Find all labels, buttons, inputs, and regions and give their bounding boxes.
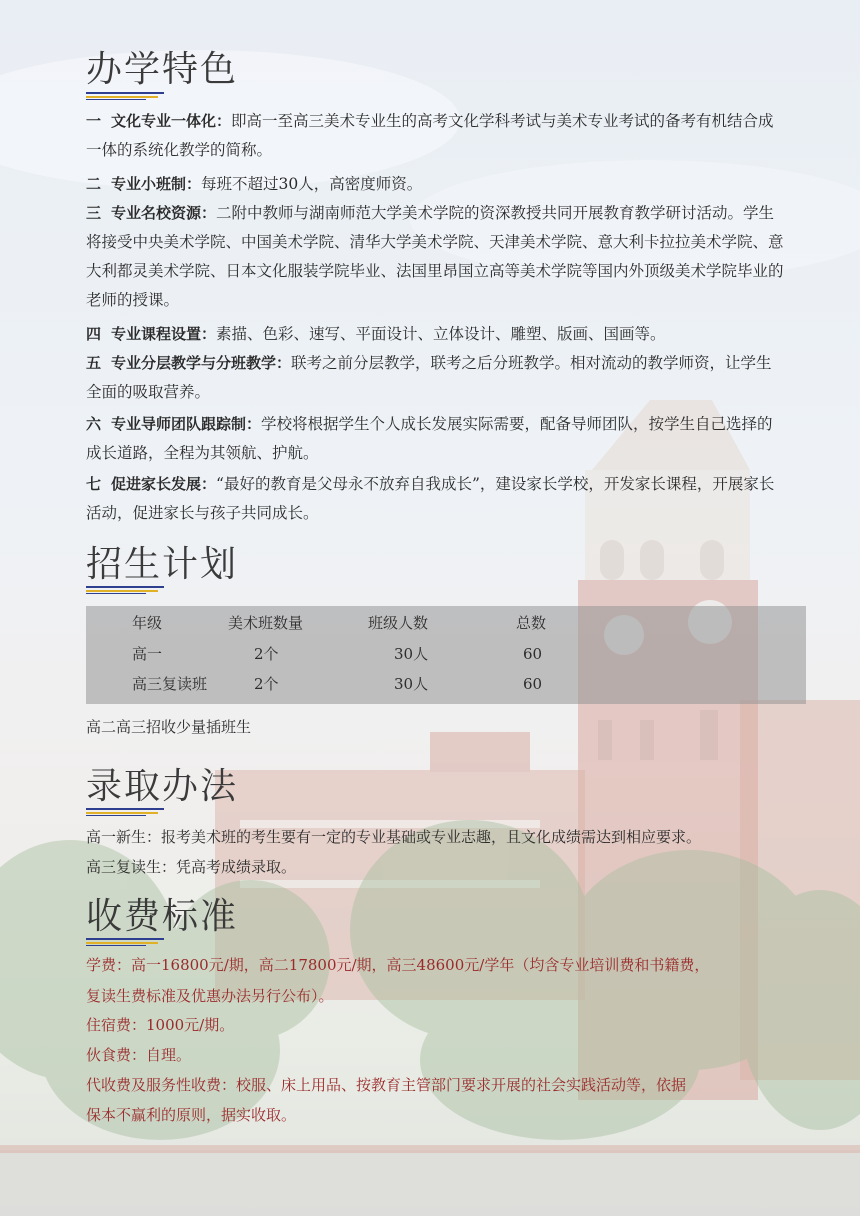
- feature-item-4: [86, 320, 786, 349]
- table-header: 班级人数: [368, 614, 429, 632]
- table-cell: 2个: [254, 675, 279, 693]
- section-title-plan: 招生计划: [86, 544, 239, 585]
- feature-number: 三: [86, 204, 102, 222]
- feature-heading: 专业小班制：: [111, 175, 202, 193]
- feature-heading: 专业名校资源：: [111, 204, 217, 222]
- table-cell: 高三复读班: [132, 675, 208, 693]
- feature-text: 二附中教师与湖南师范大学美术学院的资深教授共同开展教育教学研讨活动。学生将接受中央美术学院、中国美术学院、清华大学美术学院、天津美术学院、意大利卡拉拉美术学院、意大利都灵美术学院、日本文化服装学院毕业、法国里昂国立高等美术学院等国内外顶级美术学院毕业的老师的授课。: [86, 204, 784, 309]
- feature-number: 六: [86, 415, 102, 433]
- table-cell: 60: [523, 645, 543, 663]
- table-header: 美术班数量: [228, 614, 304, 632]
- fee-line: 伙食费：自理。: [86, 1046, 192, 1064]
- table-header: 年级: [132, 614, 163, 632]
- table-cell: 2个: [254, 645, 279, 663]
- fee-line: 保本不赢利的原则，据实收取。: [86, 1106, 297, 1124]
- feature-number: 四: [86, 325, 102, 343]
- fee-line: 代收费及服务性收费：校服、床上用品、按教育主管部门要求开展的社会实践活动等，依据: [86, 1076, 687, 1094]
- section-title-fees: 收费标准: [86, 896, 239, 937]
- table-cell: 高一: [132, 645, 163, 663]
- feature-number: 二: [86, 175, 102, 193]
- table-cell: 30人: [394, 675, 429, 693]
- fee-line: 复读生费标准及优惠办法另行公布）。: [86, 987, 334, 1005]
- feature-text: 每班不超过30人，高密度师资。: [201, 175, 423, 193]
- feature-text: “最好的教育是父母永不放弃自我成长”，建设家长学校，开发家长课程，开展家长活动，促进家长与孩子共同成长。: [86, 475, 775, 522]
- feature-heading: 文化专业一体化：: [111, 112, 232, 130]
- section-title-features: 办学特色: [86, 49, 239, 90]
- feature-item-5: [86, 349, 786, 407]
- title-underline: [86, 938, 164, 946]
- feature-heading: 专业分层教学与分班教学：: [111, 354, 292, 372]
- feature-item-7: [86, 470, 786, 528]
- title-underline: [86, 586, 164, 594]
- fee-line: 学费：高一16800元/期，高二17800元/期，高三48600元/学年（均含专业培训费和书籍费，: [86, 956, 710, 974]
- title-underline: [86, 808, 164, 816]
- fee-line: 住宿费：1000元/期。: [86, 1016, 235, 1034]
- transfer-note: 高二高三招收少量插班生: [86, 718, 252, 736]
- admission-line: 高一新生：报考美术班的考生要有一定的专业基础或专业志趣，且文化成绩需达到相应要求。: [86, 828, 702, 846]
- feature-number: 五: [86, 354, 102, 372]
- feature-item-6: [86, 410, 786, 468]
- enrollment-table: [86, 606, 806, 704]
- feature-number: 七: [86, 475, 102, 493]
- feature-item-2: [86, 170, 786, 199]
- section-title-admission: 录取办法: [86, 766, 239, 807]
- feature-heading: 专业课程设置：: [111, 325, 217, 343]
- feature-heading: 促进家长发展：: [111, 475, 217, 493]
- feature-number: 一: [86, 112, 102, 130]
- feature-item-1: [86, 107, 786, 165]
- feature-heading: 专业导师团队跟踪制：: [111, 415, 262, 433]
- table-cell: 30人: [394, 645, 429, 663]
- feature-item-3: [86, 199, 786, 315]
- table-cell: 60: [523, 675, 543, 693]
- feature-text: 联考之前分层教学，联考之后分班教学。相对流动的教学师资，让学生全面的吸取营养。: [86, 354, 772, 401]
- feature-text: 即高一至高三美术专业生的高考文化学科考试与美术专业考试的备考有机结合成一体的系统化教学的简称。: [86, 112, 774, 159]
- feature-text: 学校将根据学生个人成长发展实际需要，配备导师团队，按学生自己选择的成长道路，全程为其领航、护航。: [86, 415, 773, 462]
- title-underline: [86, 92, 164, 100]
- feature-text: 素描、色彩、速写、平面设计、立体设计、雕塑、版画、国画等。: [216, 325, 666, 343]
- table-header: 总数: [516, 614, 547, 632]
- admission-line: 高三复读生：凭高考成绩录取。: [86, 858, 297, 876]
